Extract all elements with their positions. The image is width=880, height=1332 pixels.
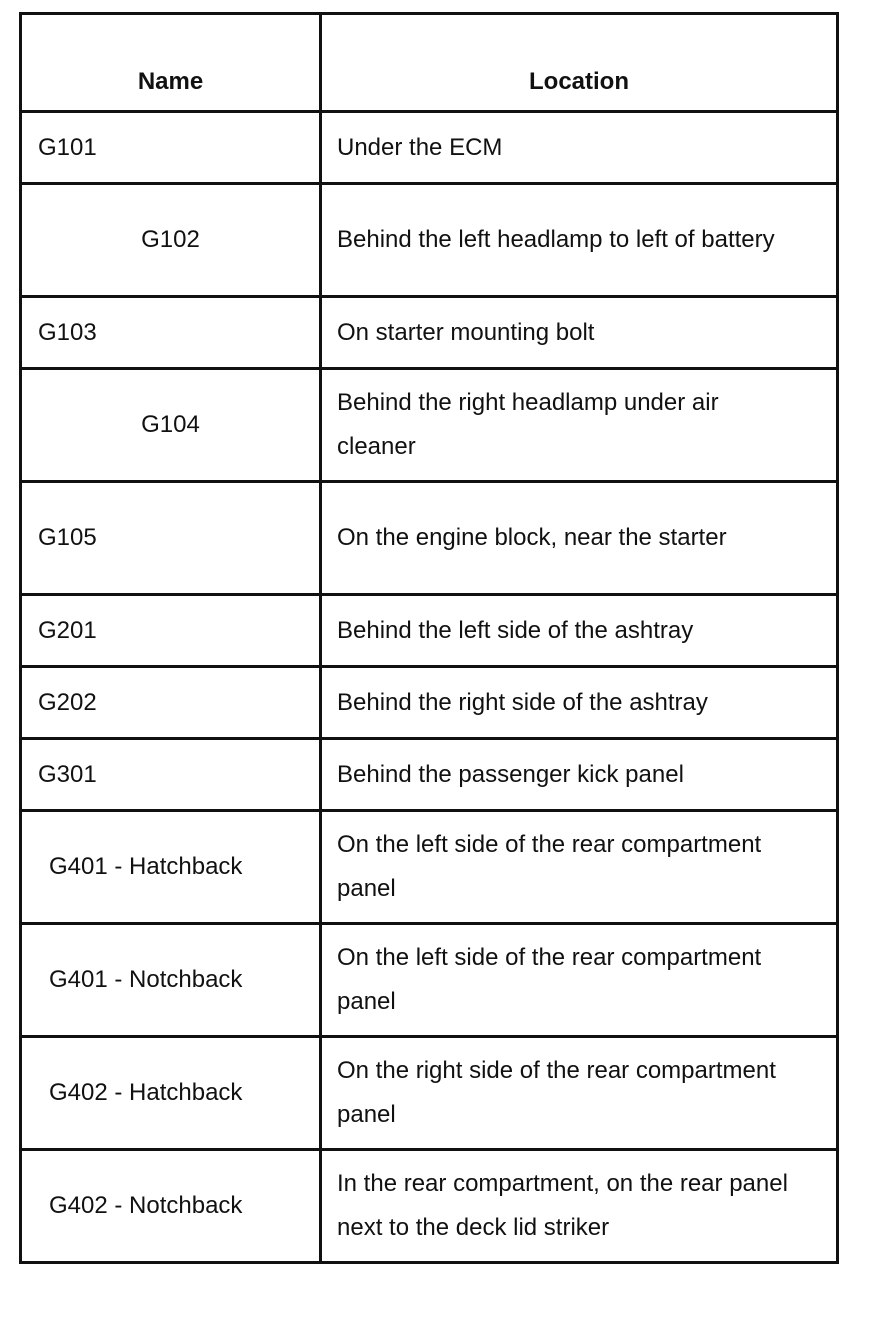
table-row <box>21 1150 838 1263</box>
ground-name-cell: G402 - Notchback <box>21 1150 321 1263</box>
ground-name-cell: G101 <box>21 112 321 184</box>
ground-location-cell: In the rear compartment, on the rear panel next to the deck lid striker <box>321 1150 838 1263</box>
table-row <box>21 482 838 595</box>
ground-name-cell: G102 <box>21 184 321 297</box>
table-row <box>21 297 838 369</box>
ground-name-cell: G402 - Hatchback <box>21 1037 321 1150</box>
name-column-header: Name <box>21 14 321 112</box>
table-row <box>21 667 838 739</box>
ground-name-cell: G104 <box>21 369 321 482</box>
ground-name-cell: G301 <box>21 739 321 811</box>
ground-name-cell: G401 - Hatchback <box>21 811 321 924</box>
ground-location-cell: On the left side of the rear compartment panel <box>321 811 838 924</box>
location-column-header: Location <box>321 14 838 112</box>
ground-location-cell: On starter mounting bolt <box>321 297 838 369</box>
ground-location-cell: Behind the right headlamp under air cleaner <box>321 369 838 482</box>
table-row <box>21 739 838 811</box>
table-row <box>21 369 838 482</box>
ground-location-cell: Behind the left side of the ashtray <box>321 595 838 667</box>
ground-location-cell: On the engine block, near the starter <box>321 482 838 595</box>
ground-name-cell: G401 - Notchback <box>21 924 321 1037</box>
ground-location-cell: On the left side of the rear compartment panel <box>321 924 838 1037</box>
ground-location-cell: Under the ECM <box>321 112 838 184</box>
ground-location-cell: Behind the right side of the ashtray <box>321 667 838 739</box>
ground-name-cell: G202 <box>21 667 321 739</box>
table-row <box>21 811 838 924</box>
table-row <box>21 595 838 667</box>
table-row <box>21 184 838 297</box>
ground-location-cell: Behind the passenger kick panel <box>321 739 838 811</box>
table-row <box>21 1037 838 1150</box>
ground-location-cell: Behind the left headlamp to left of battery <box>321 184 838 297</box>
ground-locations-table <box>19 12 839 1264</box>
ground-name-cell: G103 <box>21 297 321 369</box>
table-row <box>21 112 838 184</box>
table-row <box>21 924 838 1037</box>
table-header-row <box>21 14 838 112</box>
ground-name-cell: G105 <box>21 482 321 595</box>
ground-location-cell: On the right side of the rear compartment panel <box>321 1037 838 1150</box>
ground-name-cell: G201 <box>21 595 321 667</box>
